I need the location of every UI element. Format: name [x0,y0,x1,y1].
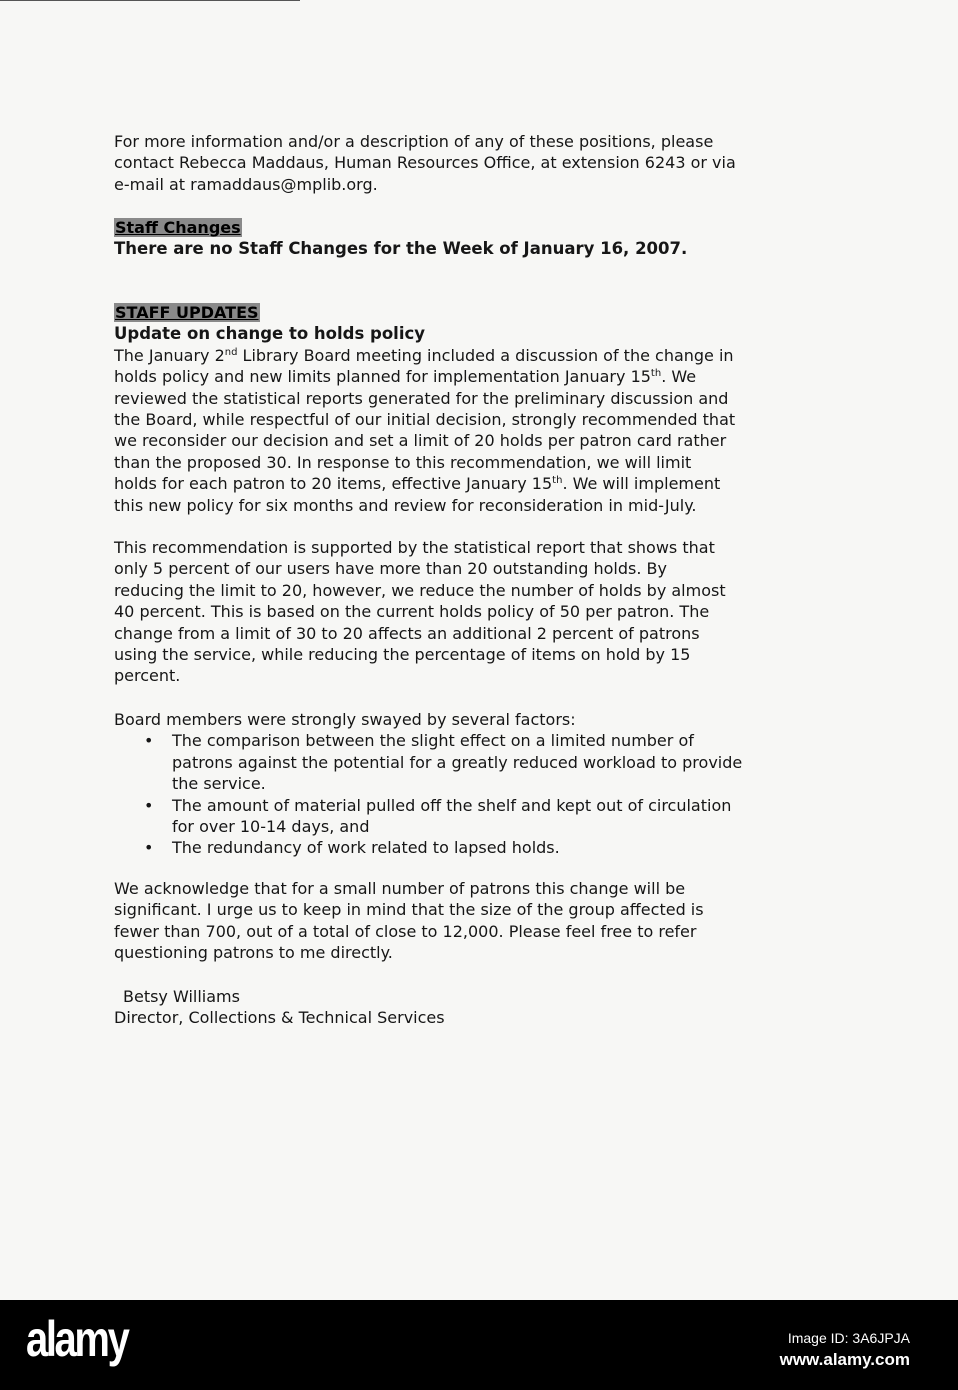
text-line: reviewed the statistical reports generated for the preliminary discussion and [114,388,729,408]
staff-changes-section [114,217,687,260]
alamy-logo: alamy [26,1311,128,1367]
list-item: • The redundancy of work related to lapsed holds. [144,838,560,858]
holds-policy-subheading: Update on change to holds policy [114,324,426,344]
text-line: holds policy and new limits planned for implementation January 15th. We [114,367,697,387]
text-line: significant. I urge us to keep in mind that the size of the group affected is [114,900,704,920]
text-line: 40 percent. This is based on the current holds policy of 50 per patron. The [114,602,710,622]
text-line: fewer than 700, out of a total of close to 12,000. Please feel free to refer [114,921,697,941]
text-line: this new policy for six months and review for reconsideration in mid-July. [114,495,697,515]
bullet-icon: • [144,838,154,858]
text-line: only 5 percent of our users have more than 20 outstanding holds. By [114,559,667,579]
image-id: Image ID: 3A6JPJA [787,1330,910,1346]
staff-changes-text: There are no Staff Changes for the Week of January 16, 2007. [114,239,688,259]
site-url: www.alamy.com [779,1350,910,1369]
staff-updates-section [114,302,735,516]
text-line: change from a limit of 30 to 20 affects an additional 2 percent of patrons [114,623,700,643]
list-item: • The comparison between the slight effect on a limited number of patrons against the potential for a greatly reduced workload to provide the service. [144,731,743,794]
bullet-icon: • [144,731,154,751]
list-item: • The amount of material pulled off the shelf and kept out of circulation for over 10-14 days, and [144,795,732,836]
scan-edge-line [0,0,300,1]
text-line: e-mail at ramaddaus@mplib.org. [114,174,378,194]
text-line: contact Rebecca Maddaus, Human Resources Office, at extension 6243 or via [114,153,736,173]
staff-changes-heading: Staff Changes [115,218,241,237]
bullet-icon: • [144,795,154,815]
text-line: using the service, while reducing the percentage of items on hold by 15 [114,644,691,664]
intro-paragraph [114,131,736,195]
text-line: holds for each patron to 20 items, effective January 15th. We will implement [114,474,721,494]
factors-intro: Board members were strongly swayed by several factors: [114,710,576,729]
text-line: The January 2nd Library Board meeting included a discussion of the change in [114,345,734,365]
closing-paragraph [114,878,704,964]
staff-updates-heading: STAFF UPDATES [115,303,259,322]
watermark-banner [0,1300,958,1390]
signature-block [114,986,445,1029]
text-line: the Board, while respectful of our initial decision, strongly recommended that [114,409,736,429]
text-line: We acknowledge that for a small number of patrons this change will be [114,879,686,898]
text-line: percent. [114,666,181,686]
text-line: This recommendation is supported by the statistical report that shows that [114,538,715,557]
text-line: For more information and/or a description of any of these positions, please [114,132,714,151]
text-line: we reconsider our decision and set a limit of 20 holds per patron card rather [114,431,727,451]
signature-name: Betsy Williams [123,987,240,1006]
statistics-paragraph [114,537,726,687]
text-line: than the proposed 30. In response to this recommendation, we will limit [114,452,692,472]
text-line: reducing the limit to 20, however, we reduce the number of holds by almost [114,580,726,600]
factors-list [114,730,742,858]
text-line: questioning patrons to me directly. [114,943,393,963]
factors-section [114,709,742,859]
signature-title: Director, Collections & Technical Services [114,1008,445,1028]
